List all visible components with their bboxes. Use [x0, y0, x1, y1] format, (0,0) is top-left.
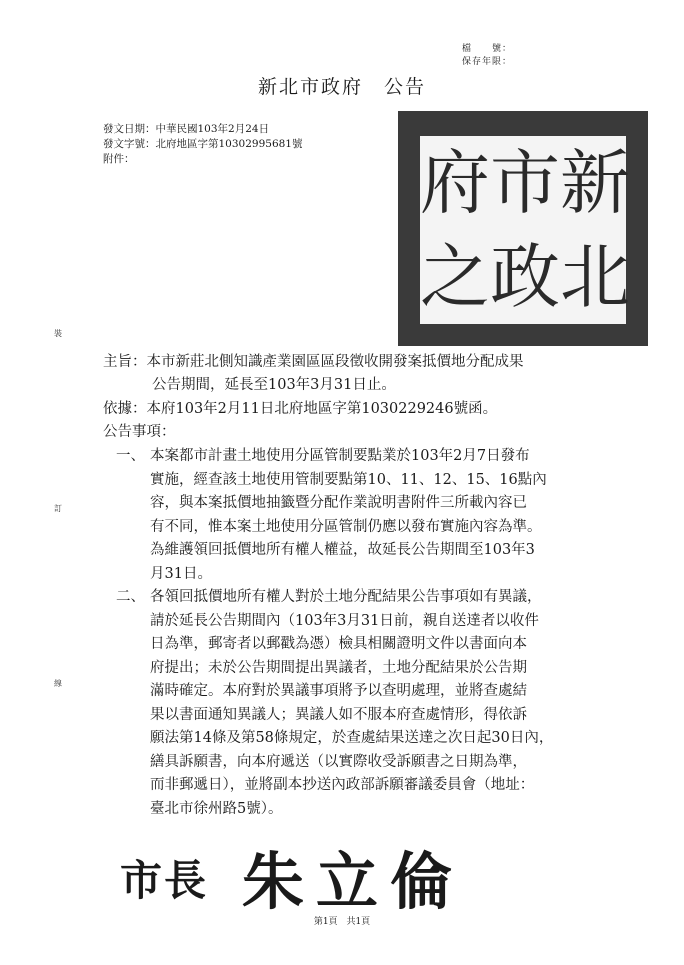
item-line: 日為準，郵寄者以郵戳為憑）檢具相關證明文件以書面向本	[150, 636, 527, 652]
items-heading: 公告事項：	[103, 424, 176, 440]
document-meta	[103, 122, 302, 167]
item-line: 臺北市徐州路5號）。	[150, 800, 283, 817]
item-line: 府提出；未於公告期間提出異議者，土地分配結果於公告期	[150, 659, 527, 676]
seal-characters	[420, 136, 630, 324]
seal-char: 新	[560, 142, 630, 224]
seal-char: 北	[560, 236, 630, 318]
retention-period-label: 保存年限：	[462, 57, 513, 67]
document-number: 發文字號：北府地區字第10302995681號	[103, 138, 303, 150]
item-number: 二、	[116, 589, 145, 605]
item-number: 一、	[116, 448, 145, 464]
item-line: 容，與本案抵價地抽籤暨分配作業說明書附件三所載內容已	[150, 495, 527, 511]
attachment: 附件：	[103, 153, 135, 165]
item-line: 有不同，惟本案土地使用分區管制仍應以發布實施內容為準。	[150, 518, 542, 535]
seal-face	[420, 136, 630, 324]
total-pages: 共1頁	[346, 917, 371, 927]
issue-date: 發文日期：中華民國103年2月24日	[103, 123, 270, 135]
item-line: 月31日。	[150, 565, 212, 582]
seal-char: 市	[490, 142, 560, 224]
binding-mark: 裝	[54, 329, 62, 338]
item-line: 願法第14條及第58條規定，於查處結果送達之次日起30日內，	[150, 730, 554, 746]
item-line: 請於延長公告期間內（103年3月31日前，親自送達者以收件	[150, 612, 539, 629]
item-content	[150, 445, 660, 586]
item-line: 實施，經查該土地使用管制要點第10、11、12、15、16點內	[150, 471, 547, 488]
subject-line-1: 主旨：本市新莊北側知識產業園區區段徵收開發案抵價地分配成果	[103, 354, 524, 370]
item-line: 滿時確定。本府對於異議事項將予以查明處理，並將查處結	[150, 683, 527, 699]
item-line: 各領回抵價地所有權人對於土地分配結果公告事項如有異議，	[150, 589, 542, 605]
page-number	[0, 914, 684, 927]
item-line: 為維護領回抵價地所有權人權益，故延長公告期間至103年3	[150, 542, 535, 558]
item-line: 本案都市計畫土地使用分區管制要點業於103年2月7日發布	[150, 448, 530, 464]
official-seal	[398, 111, 648, 346]
basis: 依據：本府103年2月11日北府地區字第1030229246號函。	[103, 401, 498, 417]
item-line: 繕具訴願書，向本府遞送（以實際收受訴願書之日期為準，	[150, 753, 527, 770]
seal-char: 府	[420, 142, 490, 224]
item-line: 果以書面通知異議人；異議人如不服本府查處情形，得依訴	[150, 706, 527, 723]
page-title: 新北市政府 公告	[257, 76, 426, 98]
item-content	[150, 586, 660, 821]
subject-line-2: 公告期間，延長至103年3月31日止。	[152, 377, 396, 393]
signature-name: 朱立倫	[242, 845, 465, 918]
current-page: 第1頁	[313, 917, 338, 927]
seal-char: 之	[420, 236, 490, 318]
binding-mark: 線	[54, 679, 62, 688]
mayor-signature	[120, 832, 540, 918]
archive-info	[462, 43, 512, 69]
signature-title: 市長	[120, 856, 209, 905]
seal-char: 政	[490, 236, 560, 318]
file-number-label: 檔 號：	[462, 44, 513, 54]
binding-mark: 訂	[54, 504, 62, 513]
item-line: 而非郵遞日），並將副本抄送內政部訴願審議委員會（地址：	[150, 777, 535, 793]
